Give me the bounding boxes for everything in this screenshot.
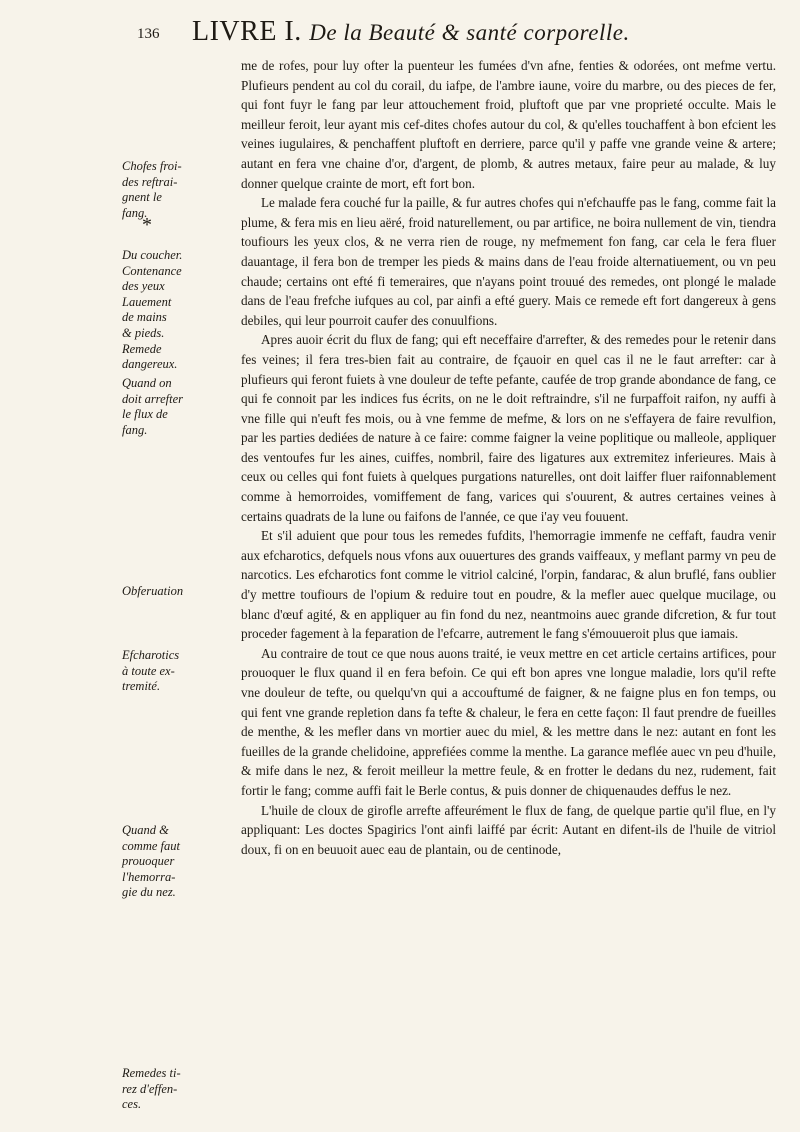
margin-note-line: Chofes froi-: [122, 159, 182, 173]
paragraph: me de rofes, pour luy ofter la puenteur les fumées d'vn afne, fenties & odorées, ont mefme vertu. Plufieurs pendent au col du corail, du iafpe, de l'ambre iaune, voire du marbre, ou des pieces de fer, qui font fuyr le fang par leur attouchement froid, pluftoft que par vne proprieté occulte. Mais le meilleur feroit, leur ayant mis cef-dites chofes autour du col, & qu'elles touchaffent à bon efcient les veines iugulaires, & penchaffent pluftoft en derriere, parce qu'il y paffe vne grande veine & artere; autant en fera vne chaine d'or, d'argent, de plomb, & autres metaux, faire peur au malade, & luy donner quelque crainte de mort, eft fort bon.: [241, 58, 776, 191]
margin-note-hemorragie: [122, 823, 240, 901]
margin-note-line: rez d'effen-: [122, 1081, 178, 1096]
margin-note-line: à toute ex-: [122, 663, 175, 678]
margin-note-line: le flux de: [122, 407, 168, 422]
paragraph: Et s'il aduient que pour tous les remedes fufdits, l'hemorragie immenfe ne ceffaft, faudra venir aux efcharotics, defquels nous vfons aux ouuertures des grands vaiffeaux, y meflant parmy vn peu de narcotics. Les efcharotics font comme le vitriol calciné, l'orpin, fandarac, & alun bruflé, fans oublier d'y mettre toufiours de l'opium & reduire tout en poudre, & la mefler auec quelque mucilage, ou blanc d'œuf agité, & en appliquer au fin fond du nez, neantmoins auec grande difcretion, & fur tout proceder fagement à la feparation de l'efcarre, autrement le fang s'émouueroit plus que iamais.: [241, 528, 776, 642]
margin-note-line: Quand on: [122, 376, 172, 390]
margin-note-line: fang.: [122, 205, 148, 220]
margin-note-line: tremité.: [122, 679, 161, 694]
paragraph: Le malade fera couché fur la paille, & fur autres chofes qui n'efchauffe pas le fang, comme fait la plume, & fera mis en lieu aëré, froid naturellement, ou par artifice, ne boira nullement de vin, tiendra toufiours les yeux clos, & ne verra rien de rouge, ny mefmement fon fang, car cela le fera fluer dauantage, il fera bon de tremper les pieds & mains dans de l'eau froide alternatiuement, ou vn peu chaude; certains ont efté fi temeraires, que n'ayans point trouué des remedes, ont plongé le malade dans de l'eau frefche iufques au col, par ainfi a efté guery. Mais ce remede eft fort dangereux à gens debiles, qui leur pourroit caufer des conuulfions.: [241, 195, 776, 328]
body-text: [241, 56, 776, 859]
margin-note-line: prouoquer: [122, 854, 175, 869]
page-header: [0, 16, 800, 56]
page-number: 136: [137, 26, 160, 42]
paragraph: L'huile de cloux de girofle arrefte affeurément le flux de fang, de quelque partie qu'il flue, en l'y appliquant: Les doctes Spagirics l'ont ainfi laiffé par écrit: Autant en difent-ils de l'huile de vitriol doux, fi on en beuuoit auec eau de plantain, ou de centinode,: [241, 802, 776, 857]
margin-notes: [122, 0, 242, 1132]
margin-note-line: ces.: [122, 1097, 142, 1112]
margin-note-line: *: [142, 214, 152, 236]
margin-note-remedes-essences: [122, 1066, 240, 1113]
margin-note-line: Efcharotics: [122, 648, 180, 662]
paragraph: Apres auoir écrit du flux de fang; qui eft neceffaire d'arrefter, & des remedes pour le retenir dans fes veines; il fera tres-bien fait au contraire, de fçauoir en quel cas il ne le faut arrefter: car à plufieurs qui feront fuiets à vne douleur de tefte pefante, caufée de trop grande abondance de fang, ce qui fe connoit par les indices fus écrits, on ne le doit reftraindre, s'il ne furpaffoit raifon, ny auffi à vne fille qui n'euft fes mois, ou à vne femme de mefme, & lors on ne s'effayera de faire revulfion, par les parties dediées de nature à ce faire: comme faigner la veine poplitique ou malleole, appliquer des ventoufes fur les aines, cuiffes, nombril, faire des ligatures aux extremitez inferieures. Mais à ceux ou celles qui font fuiets à quelques purgations naturelles, ont doit laiffer fluer raifonnablement comme à hemorroides, vomiffement de fang, varices qui s'ouurent, & autres certaines veines à certains quadrats de la lune ou faifons de l'année, ce que i'ay veu fouuent.: [241, 332, 776, 524]
margin-note-du-coucher: [122, 248, 240, 373]
margin-note-line: des reftrai-: [122, 174, 178, 189]
margin-note-observation: [122, 584, 240, 600]
margin-note-line: fang.: [122, 422, 148, 437]
margin-note-line: Remedes ti-: [122, 1066, 181, 1080]
margin-note-quand-arrester: [122, 376, 240, 438]
margin-note-line: comme faut: [122, 838, 180, 853]
margin-note-line: des yeux: [122, 279, 165, 294]
margin-note-line: Lauement: [122, 294, 172, 309]
margin-note-line: Du coucher.: [122, 248, 183, 262]
margin-note-choses-froides: [122, 159, 240, 221]
margin-note-line: & pieds.: [122, 325, 165, 340]
margin-note-line: gnent le: [122, 190, 162, 205]
running-head: [192, 16, 630, 48]
book-label: LIVRE I.: [192, 16, 302, 47]
margin-note-line: dangereux.: [122, 357, 178, 372]
margin-note-line: Remede: [122, 341, 162, 356]
margin-note-line: Quand &: [122, 823, 169, 837]
margin-note-line: gie du nez.: [122, 885, 176, 900]
margin-note-line: Contenance: [122, 263, 182, 278]
margin-note-line: Obferuation: [122, 584, 184, 598]
margin-note-line: de mains: [122, 310, 167, 325]
chapter-title: De la Beauté & santé corporelle.: [309, 20, 630, 45]
margin-note-line: doit arrefter: [122, 391, 183, 406]
margin-note-line: l'hemorra-: [122, 869, 176, 884]
margin-note-escharotics: [122, 648, 240, 695]
paragraph: Au contraire de tout ce que nous auons traité, ie veux mettre en cet article certains artifices, pour prouoquer le flux quand il en fera befoin. Ce qui eft bon apres vne longue maladie, lors qu'il refte vne douleur de tefte, ou quelqu'vn qui a accouftumé de faigner, & ne faigne plus en fon temps, ou qui fent vne grande repletion dans fa tefte & chaleur, le fera en cette façon: Il faut prendre de fueilles de menthe, & les mefler dans vn mortier auec du miel, & les mettre dans le nez: autant en font les fueilles de la grande chelidoine, apprefiées comme la menthe. La garance meflée auec vn peu d'huile, & mife dans le nez, & feroit meilleur la mettre feule, & en frotter le dedans du nez, rudement, fait fortir le fang; comme auffi fait le Berle contus, & puis donner de chiquenaudes deffus le nez.: [241, 645, 776, 798]
